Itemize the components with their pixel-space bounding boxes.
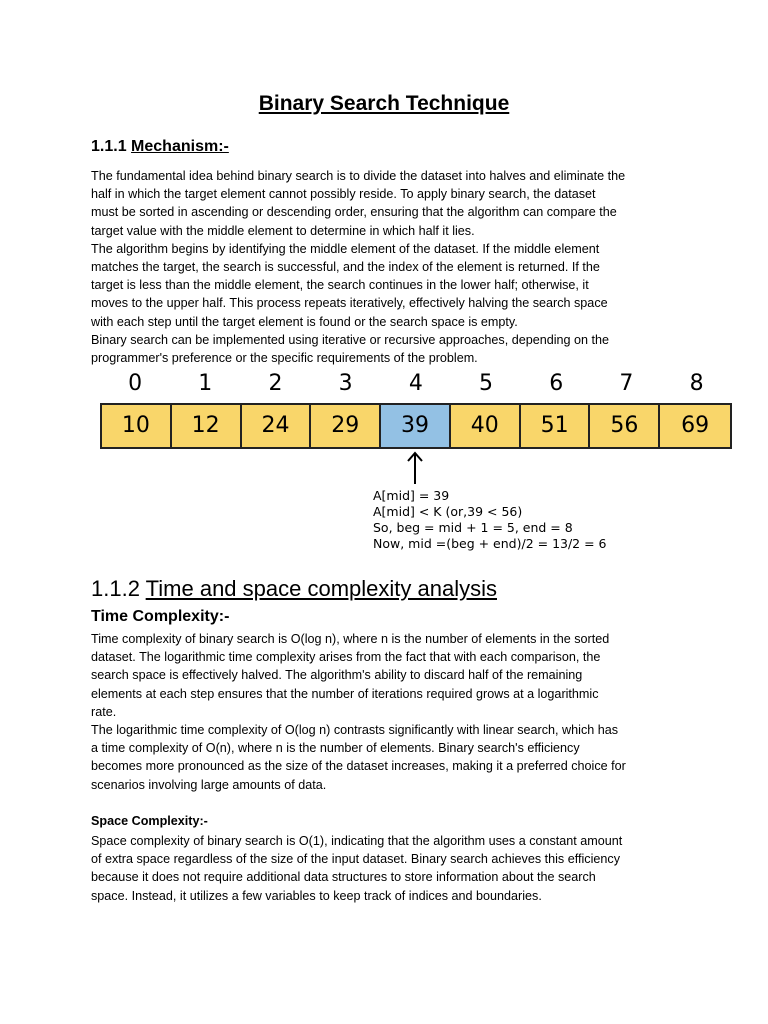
text-line: rate. [91, 704, 117, 719]
array-cell-mid: 39 [381, 405, 451, 447]
array-cell: 10 [102, 405, 172, 447]
array-index: 2 [268, 371, 283, 396]
up-arrow-icon [405, 450, 425, 486]
array-cell: 40 [451, 405, 521, 447]
mechanism-number: 1.1.1 [91, 138, 127, 155]
array-index: 7 [619, 371, 634, 396]
annotation-line: A[mid] = 39 [373, 488, 450, 503]
mechanism-title: Mechanism:- [131, 138, 229, 155]
mechanism-heading [91, 138, 229, 156]
array-index: 4 [408, 371, 423, 396]
annotation-line: Now, mid =(beg + end)/2 = 13/2 = 6 [373, 536, 607, 551]
array-index: 6 [549, 371, 564, 396]
text-line: a time complexity of O(n), where n is the number of elements. Binary search's efficiency [91, 741, 580, 756]
text-line: target is less than the middle element, the search continues in the lower half; otherwise, it [91, 278, 589, 293]
text-line: moves to the upper half. This process repeats iteratively, effectively halving the search space [91, 296, 608, 311]
complexity-heading [91, 576, 497, 602]
array-cell: 69 [660, 405, 730, 447]
text-line: because it does not require additional data structures to store information about the search [91, 870, 596, 885]
text-line: The algorithm begins by identifying the middle element of the dataset. If the middle element [91, 241, 600, 256]
space-complexity-paragraph [91, 832, 683, 905]
complexity-title: Time and space complexity analysis [145, 576, 497, 601]
text-line: target value with the middle element to determine in which half it lies. [91, 223, 475, 238]
text-line: must be sorted in ascending or descending order, ensuring that the algorithm can compare the [91, 205, 617, 220]
array-cell: 29 [311, 405, 381, 447]
annotation-line: A[mid] < K (or,39 < 56) [373, 504, 523, 519]
page-title: Binary Search Technique [258, 92, 510, 115]
text-line: of extra space regardless of the size of the input dataset. Binary search achieves this efficiency [91, 852, 620, 867]
text-line: elements at each step ensures that the number of iterations required grows at a logarithmic [91, 686, 599, 701]
array-index: 1 [198, 371, 213, 396]
array-index: 3 [338, 371, 353, 396]
array-index: 0 [128, 371, 143, 396]
array-index: 8 [689, 371, 704, 396]
text-line: scenarios involving large amounts of data. [91, 777, 327, 792]
space-complexity-heading: Space Complexity:- [91, 814, 208, 828]
array-cell: 51 [521, 405, 591, 447]
diagram-annotations [373, 488, 607, 552]
array-cells [100, 403, 732, 449]
text-line: matches the target, the search is successful, and the index of the element is returned. If the [91, 260, 600, 275]
text-line: dataset. The logarithmic time complexity arises from the fact that with each comparison, the [91, 650, 601, 665]
text-line: search space is effectively halved. The algorithm's ability to discard half of the remaining [91, 668, 583, 683]
text-line: space. Instead, it utilizes a few variables to keep track of indices and boundaries. [91, 888, 542, 903]
text-line: The fundamental idea behind binary search is to divide the dataset into halves and eliminate the [91, 169, 626, 183]
text-line: becomes more pronounced as the size of the dataset increases, making it a preferred choice for [91, 759, 626, 774]
time-complexity-heading: Time Complexity:- [91, 608, 230, 625]
array-cell: 56 [590, 405, 660, 447]
mechanism-paragraph [91, 167, 683, 367]
text-line: half in which the target element cannot possibly reside. To apply binary search, the dataset [91, 187, 596, 202]
text-line: programmer's preference or the specific requirements of the problem. [91, 351, 478, 366]
text-line: Binary search can be implemented using iterative or recursive approaches, depending on the [91, 332, 610, 347]
array-index: 5 [479, 371, 494, 396]
array-cell: 24 [242, 405, 312, 447]
index-row [100, 370, 732, 398]
array-cell: 12 [172, 405, 242, 447]
binary-search-diagram [100, 370, 732, 449]
time-complexity-paragraph [91, 630, 683, 794]
text-line: Time complexity of binary search is O(log n), where n is the number of elements in the sorted [91, 632, 610, 646]
text-line: The logarithmic time complexity of O(log n) contrasts significantly with linear search, which has [91, 723, 619, 738]
text-line: with each step until the target element is found or the search space is empty. [91, 314, 518, 329]
complexity-number: 1.1.2 [91, 576, 140, 601]
text-line: Space complexity of binary search is O(1), indicating that the algorithm uses a constant amount [91, 834, 623, 848]
annotation-line: So, beg = mid + 1 = 5, end = 8 [373, 520, 573, 535]
